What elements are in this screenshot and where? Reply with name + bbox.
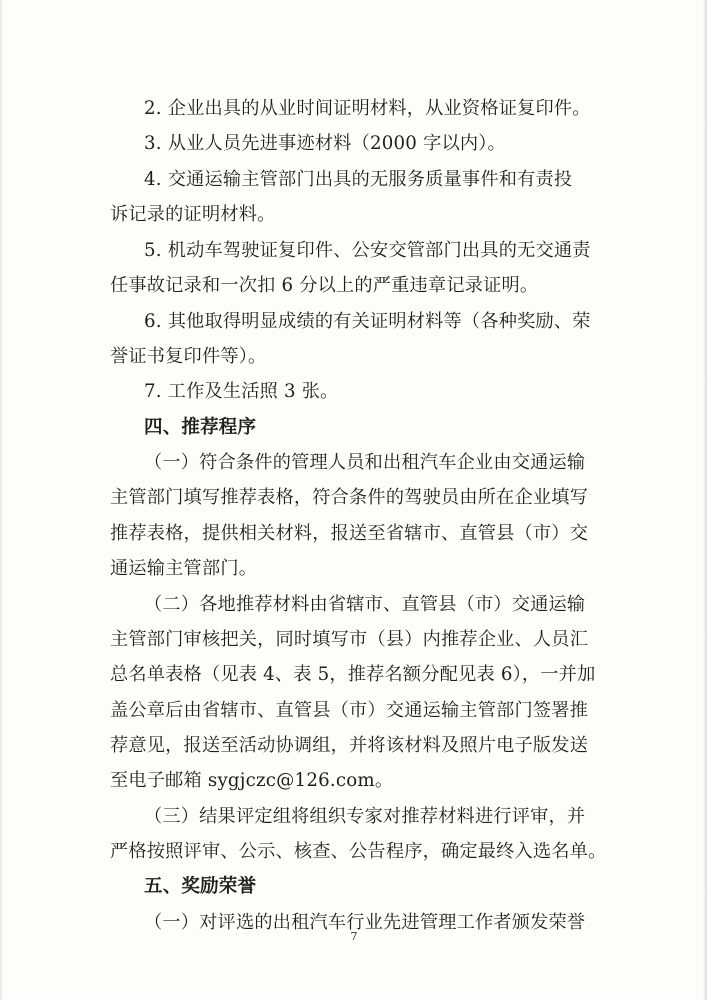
paragraph-2-line-3: 总名单表格（见表 4、表 5，推荐名额分配见表 6），一并加 bbox=[110, 664, 596, 685]
paragraph-3-line-1: （三）结果评定组将组织专家对推荐材料进行评审，并 bbox=[144, 806, 586, 827]
paragraph-4-line-1: （一）对评选的出租汽车行业先进管理工作者颁发荣誉 bbox=[144, 912, 586, 933]
scan-edge-right bbox=[703, 0, 707, 1000]
paragraph-2-line-4: 盖公章后由省辖市、直管县（市）交通运输主管部门签署推 bbox=[110, 700, 589, 721]
list-item-6-continued: 誉证书复印件等）。 bbox=[110, 346, 267, 367]
list-item-5: 5. 机动车驾驶证复印件、公安交管部门出具的无交通责 bbox=[144, 240, 591, 261]
paragraph-1-line-1: （一）符合条件的管理人员和出租汽车企业由交通运输 bbox=[144, 452, 586, 473]
section-heading-awards-honors: 五、奖励荣誉 bbox=[144, 876, 257, 897]
list-item-4: 4. 交通运输主管部门出具的无服务质量事件和有责投 bbox=[144, 169, 573, 190]
paragraph-1-line-4: 通运输主管部门。 bbox=[110, 558, 258, 579]
paragraph-2-line-5: 荐意见，报送至活动协调组，并将该材料及照片电子版发送 bbox=[110, 735, 589, 756]
paragraph-1-line-3: 推荐表格，提供相关材料，报送至省辖市、直管县（市）交 bbox=[110, 523, 589, 544]
list-item-6: 6. 其他取得明显成绩的有关证明材料等（各种奖励、荣 bbox=[144, 311, 591, 332]
list-item-3: 3. 从业人员先进事迹材料（2000 字以内）。 bbox=[144, 133, 506, 154]
list-item-2: 2. 企业出具的从业时间证明材料，从业资格证复印件。 bbox=[144, 98, 591, 119]
section-heading-recommendation-procedure: 四、推荐程序 bbox=[144, 417, 257, 438]
list-item-5-continued: 任事故记录和一次扣 6 分以上的严重违章记录证明。 bbox=[110, 275, 539, 296]
list-item-7: 7. 工作及生活照 3 张。 bbox=[144, 381, 339, 402]
paragraph-3-line-2: 严格按照评审、公示、核查、公告程序，确定最终入选名单。 bbox=[110, 841, 607, 862]
paragraph-2-line-2: 主管部门审核把关，同时填写市（县）内推荐企业、人员汇 bbox=[110, 629, 589, 650]
page-number: 7 bbox=[350, 930, 358, 943]
paragraph-2-email-line: 至电子邮箱 sygjczc@126.com。 bbox=[110, 770, 394, 791]
scan-edge-left bbox=[0, 0, 3, 1000]
paragraph-1-line-2: 主管部门填写推荐表格，符合条件的驾驶员由所在企业填写 bbox=[110, 487, 589, 508]
paragraph-2-line-1: （二）各地推荐材料由省辖市、直管县（市）交通运输 bbox=[144, 594, 586, 615]
list-item-4-continued: 诉记录的证明材料。 bbox=[110, 204, 276, 225]
